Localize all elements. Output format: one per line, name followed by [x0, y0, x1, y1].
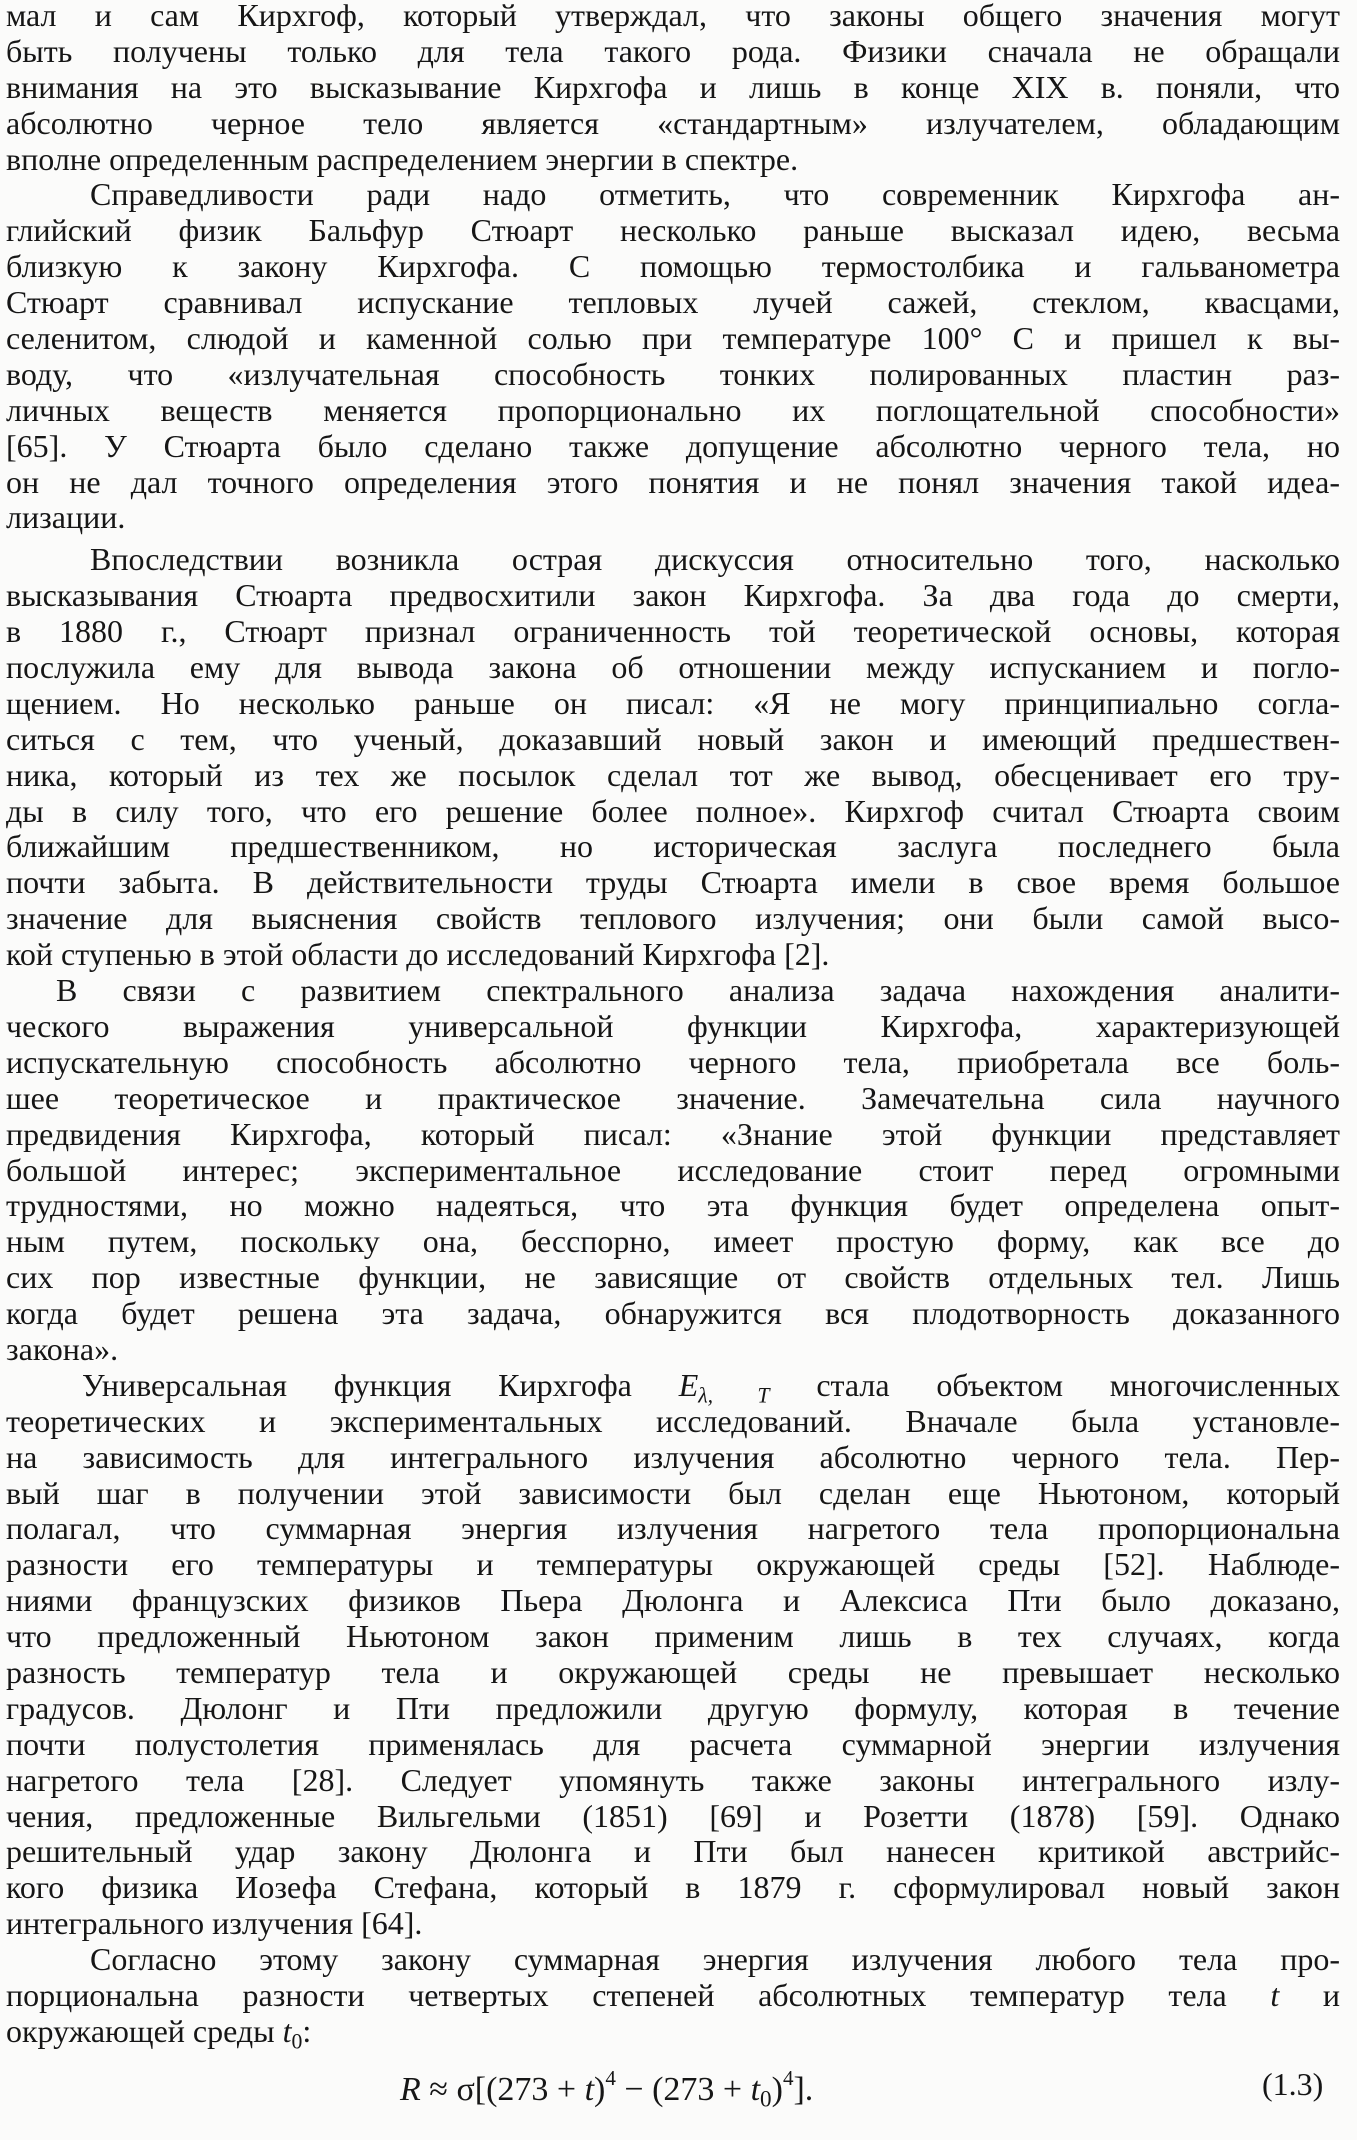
text-line: Справедливости ради надо отметить, что современник Кирхгофа ан- — [90, 176, 1340, 213]
text-line: личных веществ меняется пропорционально их поглощательной способности» — [6, 391, 1340, 428]
text-line: В связи с развитием спектрального анализа задача нахождения аналити- — [56, 972, 1340, 1009]
math-symbol: λ, T — [698, 1383, 770, 1408]
paragraph — [6, 973, 1340, 1368]
text-line: закона». — [6, 1330, 119, 1367]
text-line: ным путем, поскольку она, бесспорно, имеет простую форму, как все до — [6, 1223, 1340, 1260]
text-line: что предложенный Ньютоном закон применим лишь в тех случаях, когда — [6, 1618, 1340, 1655]
text-line: лизации. — [6, 499, 126, 536]
text-line: нагретого тела [28]. Следует упомянуть также законы интегрального излу- — [6, 1761, 1340, 1798]
text-line — [6, 1366, 1341, 1408]
text-line: кого физика Иозефа Стефана, который в 1879 г. сформулировал новый закон — [6, 1869, 1340, 1906]
formula-text: ]. — [793, 2070, 814, 2108]
text-segment: Универсальная функция Кирхгофа — [82, 1366, 679, 1403]
text-line: Стюарт сравнивал испускание тепловых лучей сажей, стеклом, квасцами, — [6, 284, 1340, 321]
text-line: значение для выяснения свойств теплового излучения; они были самой высо- — [6, 900, 1340, 937]
text-line: разности его температуры и температуры окружающей среды [52]. Наблюде- — [6, 1546, 1340, 1583]
text-line: трудностями, но можно надеяться, что эта функция будет определена опыт- — [6, 1187, 1340, 1224]
text-line: предвидения Кирхгофа, который писал: «Знание этой функции представляет — [6, 1115, 1340, 1152]
text-line: в 1880 г., Стюарт признал ограниченность той теоретической основы, которая — [6, 613, 1340, 650]
text-line: на зависимость для интегрального излучения абсолютно черного тела. Пер- — [6, 1438, 1340, 1475]
formula-text: ) — [771, 2070, 783, 2108]
text-line: теоретических и экспериментальных исследований. Вначале была установле- — [6, 1402, 1340, 1439]
text-line: почти забыта. В действительности труды Стюарта имели в свое время большое — [6, 864, 1340, 901]
text-line: вполне определенным распределением энергии в спектре. — [6, 140, 799, 177]
text-line: Согласно этому закону суммарная энергия излучения любого тела про- — [90, 1941, 1340, 1978]
text-line: глийский физик Бальфур Стюарт несколько раньше высказал идею, весьма — [6, 212, 1340, 249]
text-segment: стала объектом многочисленных — [769, 1366, 1341, 1403]
text-line: решительный удар закону Дюлонга и Пти был нанесен критикой австрийс- — [6, 1833, 1340, 1870]
paragraph — [6, 542, 1340, 973]
text-line: ближайшим предшественником, но историческая заслуга последнего была — [6, 828, 1340, 865]
text-line: ситься с тем, что ученый, доказавший новый закон и имеющий предшествен- — [6, 720, 1340, 757]
text-line: полагал, что суммарная энергия излучения нагретого тела пропорциональна — [6, 1510, 1340, 1547]
text-segment: окружающей среды — [6, 2012, 283, 2049]
text-line: мал и сам Кирхгоф, который утверждал, что законы общего значения могут — [6, 0, 1340, 33]
equation-number: (1.3) — [1262, 2066, 1324, 2102]
text-line: внимания на это высказывание Кирхгофа и лишь в конце XIX в. поняли, что — [6, 68, 1340, 105]
math-symbol: 4 — [782, 2066, 794, 2090]
text-line: шее теоретическое и практическое значение. Замечательна сила научного — [6, 1079, 1340, 1116]
text-line: он не дал точного определения этого понятия и не понял значения такой идеа- — [6, 463, 1340, 500]
text-line: градусов. Дюлонг и Пти предложили другую формулу, которая в течение — [6, 1689, 1340, 1726]
text-line: щением. Но несколько раньше он писал: «Я не могу принципиально согла- — [6, 684, 1340, 721]
text-line: близкую к закону Кирхгофа. С помощью термостолбика и гальванометра — [6, 248, 1340, 285]
text-line: сих пор известные функции, не зависящие от свойств отдельных тел. Лишь — [6, 1259, 1340, 1296]
text-line: кой ступенью в этой области до исследований Кирхгофа [2]. — [6, 936, 830, 973]
formula-text: ) — [594, 2070, 606, 2108]
text-line: вый шаг в получении этой зависимости был сделан еще Ньютоном, который — [6, 1474, 1340, 1511]
text-line: абсолютно черное тело является «стандартным» излучателем, обладающим — [6, 104, 1340, 141]
text-line: селенитом, слюдой и каменной солью при температуре 100° С и пришел к вы- — [6, 320, 1340, 357]
text-line: быть получены только для тела такого рода. Физики сначала не обращали — [6, 32, 1340, 69]
text-line: ды в силу того, что его решение более полное». Кирхгоф считал Стюарта своим — [6, 792, 1340, 829]
text-line: большой интерес; экспериментальное исследование стоит перед огромными — [6, 1151, 1340, 1188]
text-line: испускательную способность абсолютно черного тела, приобретала все боль- — [6, 1043, 1340, 1080]
text-line — [6, 1978, 1340, 2014]
math-symbol: t — [282, 2012, 292, 2049]
text-segment: : — [302, 2012, 312, 2049]
equation-stefan-law — [400, 2066, 813, 2114]
text-line: почти полустолетия применялась для расчета суммарной энергии излучения — [6, 1725, 1340, 1762]
math-symbol: 0 — [760, 2086, 772, 2113]
math-symbol: R — [400, 2070, 421, 2108]
book-page-text — [6, 0, 1341, 2054]
text-line: [65]. У Стюарта было сделано также допущение абсолютно черного тела, но — [6, 427, 1340, 464]
text-segment: порциональна разности четвертых степеней абсолютных температур тела — [6, 1976, 1271, 2013]
paragraph — [6, 1368, 1340, 1942]
math-symbol: 0 — [291, 2029, 303, 2054]
text-line: ческого выражения универсальной функции Кирхгофа, характеризующей — [6, 1007, 1340, 1044]
formula-text: ≈ σ[(273 + — [420, 2070, 585, 2108]
text-line: послужила ему для вывода закона об отношении между испусканием и погло- — [6, 649, 1340, 686]
math-symbol: t — [1270, 1976, 1280, 2013]
text-line: высказывания Стюарта предвосхитили закон Кирхгофа. За два года до смерти, — [6, 577, 1340, 614]
text-line: Впоследствии возникла острая дискуссия относительно того, насколько — [90, 541, 1340, 578]
math-symbol: t — [750, 2070, 761, 2108]
text-line: ника, который из тех же посылок сделал тот же вывод, обесценивает его тру- — [6, 756, 1340, 793]
math-symbol: E — [678, 1366, 699, 1403]
paragraph — [6, 177, 1340, 536]
text-line: интегрального излучения [64]. — [6, 1905, 423, 1942]
paragraph — [6, 1941, 1340, 2054]
text-line: когда будет решена эта задача, обнаружится вся плодотворность доказанного — [6, 1295, 1340, 1332]
text-line: чения, предложенные Вильгельми (1851) [69] и Розетти (1878) [59]. Однако — [6, 1797, 1340, 1834]
text-line: ниями французских физиков Пьера Дюлонга и Алексиса Пти было доказано, — [6, 1582, 1340, 1619]
math-symbol: 4 — [605, 2066, 616, 2090]
text-segment: и — [1279, 1976, 1340, 2013]
text-line: воду, что «излучательная способность тонких полированных пластин раз- — [6, 355, 1340, 392]
paragraph — [6, 0, 1340, 177]
text-line — [6, 2012, 1340, 2054]
text-line: разность температур тела и окружающей среды не превышает несколько — [6, 1653, 1340, 1690]
formula-text: − (273 + — [615, 2070, 751, 2108]
math-symbol: t — [584, 2070, 595, 2108]
